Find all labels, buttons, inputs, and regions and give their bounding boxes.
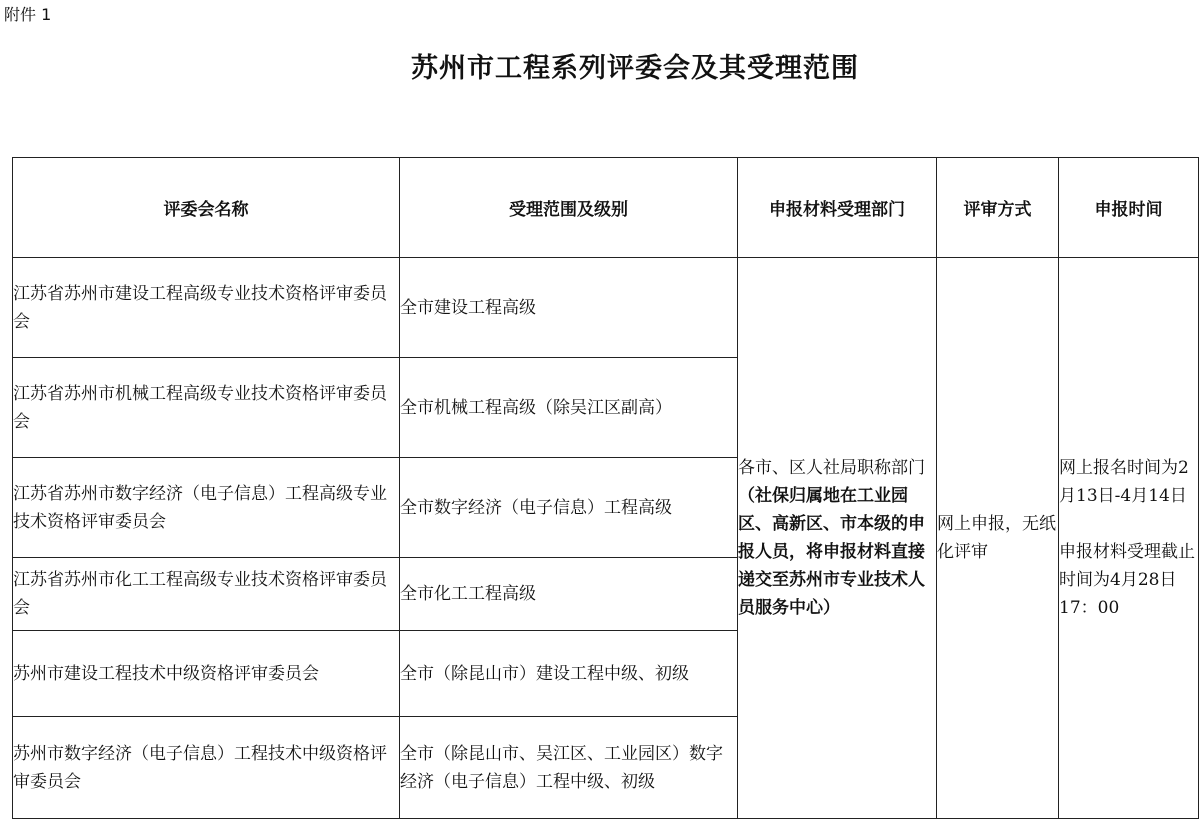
department-cell: [738, 258, 937, 819]
committee-name: 苏州市数字经济（电子信息）工程技术中级资格评审委员会: [13, 717, 400, 819]
department-text: 各市、区人社局职称部门: [738, 458, 925, 478]
spacer: [1059, 510, 1198, 538]
committee-name: 江苏省苏州市数字经济（电子信息）工程高级专业技术资格评审委员会: [13, 458, 400, 558]
application-time-cell: [1059, 258, 1199, 819]
scope-level: 全市（除昆山市）建设工程中级、初级: [400, 631, 738, 717]
scope-level: 全市建设工程高级: [400, 258, 738, 358]
page-title: 苏州市工程系列评委会及其受理范围: [411, 53, 859, 84]
header-review-method: 评审方式: [937, 158, 1059, 258]
scope-level: 全市化工工程高级: [400, 558, 738, 631]
header-department: 申报材料受理部门: [738, 158, 937, 258]
online-registration-period: 网上报名时间为2月13日-4月14日: [1059, 458, 1189, 506]
committee-name: 江苏省苏州市建设工程高级专业技术资格评审委员会: [13, 258, 400, 358]
scope-level: 全市机械工程高级（除吴江区副高）: [400, 358, 738, 458]
header-scope: 受理范围及级别: [400, 158, 738, 258]
committee-name: 江苏省苏州市机械工程高级专业技术资格评审委员会: [13, 358, 400, 458]
attachment-label: 附件 1: [4, 5, 52, 24]
scope-level: 全市（除昆山市、吴江区、工业园区）数字经济（电子信息）工程中级、初级: [400, 717, 738, 819]
scope-level: 全市数字经济（电子信息）工程高级: [400, 458, 738, 558]
committee-name: 苏州市建设工程技术中级资格评审委员会: [13, 631, 400, 717]
committee-table: [12, 157, 1199, 819]
review-method: 网上申报，无纸化评审: [937, 258, 1059, 819]
submission-deadline: 申报材料受理截止时间为4月28日17：00: [1059, 542, 1195, 618]
committee-name: 江苏省苏州市化工工程高级专业技术资格评审委员会: [13, 558, 400, 631]
header-committee-name: 评委会名称: [13, 158, 400, 258]
department-note: （社保归属地在工业园区、高新区、市本级的申报人员，将申报材料直接递交至苏州市专业技术人员服务中心）: [738, 486, 925, 618]
table-row: [13, 258, 1199, 358]
table-header-row: [13, 158, 1199, 258]
header-application-time: 申报时间: [1059, 158, 1199, 258]
